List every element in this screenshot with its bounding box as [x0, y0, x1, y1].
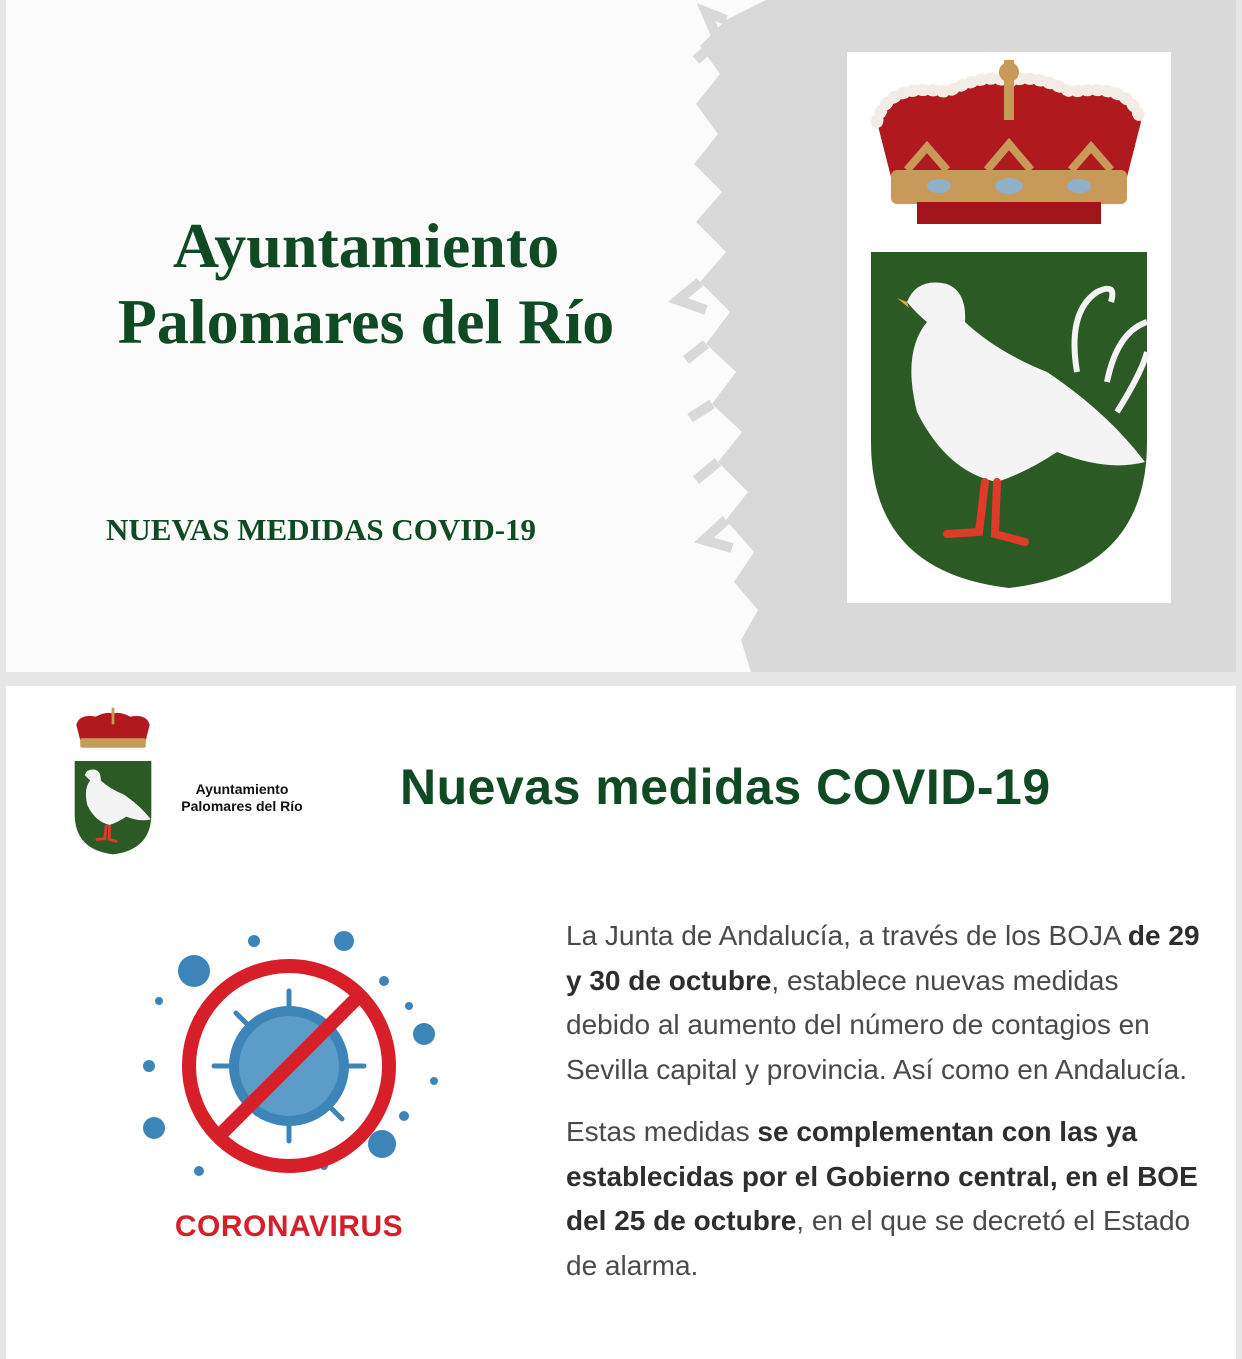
paragraph-1-text-b: , establece nuevas medidas debido al aumento del número de contagios en Sevilla capital y provincia. Así como en Andalucía.	[566, 964, 1188, 1085]
paragraph-1-bold: de 29 y 30 de octubre	[566, 920, 1200, 996]
cover-slide	[6, 0, 1236, 672]
cover-title	[46, 208, 686, 360]
coat-of-arms	[847, 52, 1171, 603]
org-name-line1: Ayuntamiento	[195, 781, 289, 797]
org-name	[172, 781, 312, 815]
paragraph-2-text-a: Estas medidas	[566, 1116, 758, 1147]
info-title: Nuevas medidas COVID-19	[400, 759, 1051, 815]
info-body	[566, 914, 1206, 1306]
paragraph-2-text-b: , en el que se decretó el Estado de alarma.	[566, 1205, 1191, 1281]
coronavirus-label: CORONAVIRUS	[174, 1210, 404, 1243]
paragraph-1-text-a: La Junta de Andalucía, a través de los BOJA	[566, 920, 1128, 951]
paragraph-2	[566, 1110, 1206, 1288]
info-slide	[6, 686, 1236, 1359]
org-name-line2: Palomares del Río	[181, 798, 303, 814]
cover-subtitle: NUEVAS MEDIDAS COVID-19	[106, 512, 537, 547]
crest-small-icon	[68, 702, 158, 862]
crown-icon	[877, 60, 1141, 224]
cover-title-line2: Palomares del Río	[117, 286, 615, 357]
paragraph-1	[566, 914, 1206, 1092]
cover-title-line1: Ayuntamiento	[172, 210, 560, 281]
crest-icon	[847, 52, 1171, 603]
paragraph-2-bold: se complementan con las ya establecidas por el Gobierno central, en el BOE del 25 de octubre	[566, 1116, 1198, 1236]
